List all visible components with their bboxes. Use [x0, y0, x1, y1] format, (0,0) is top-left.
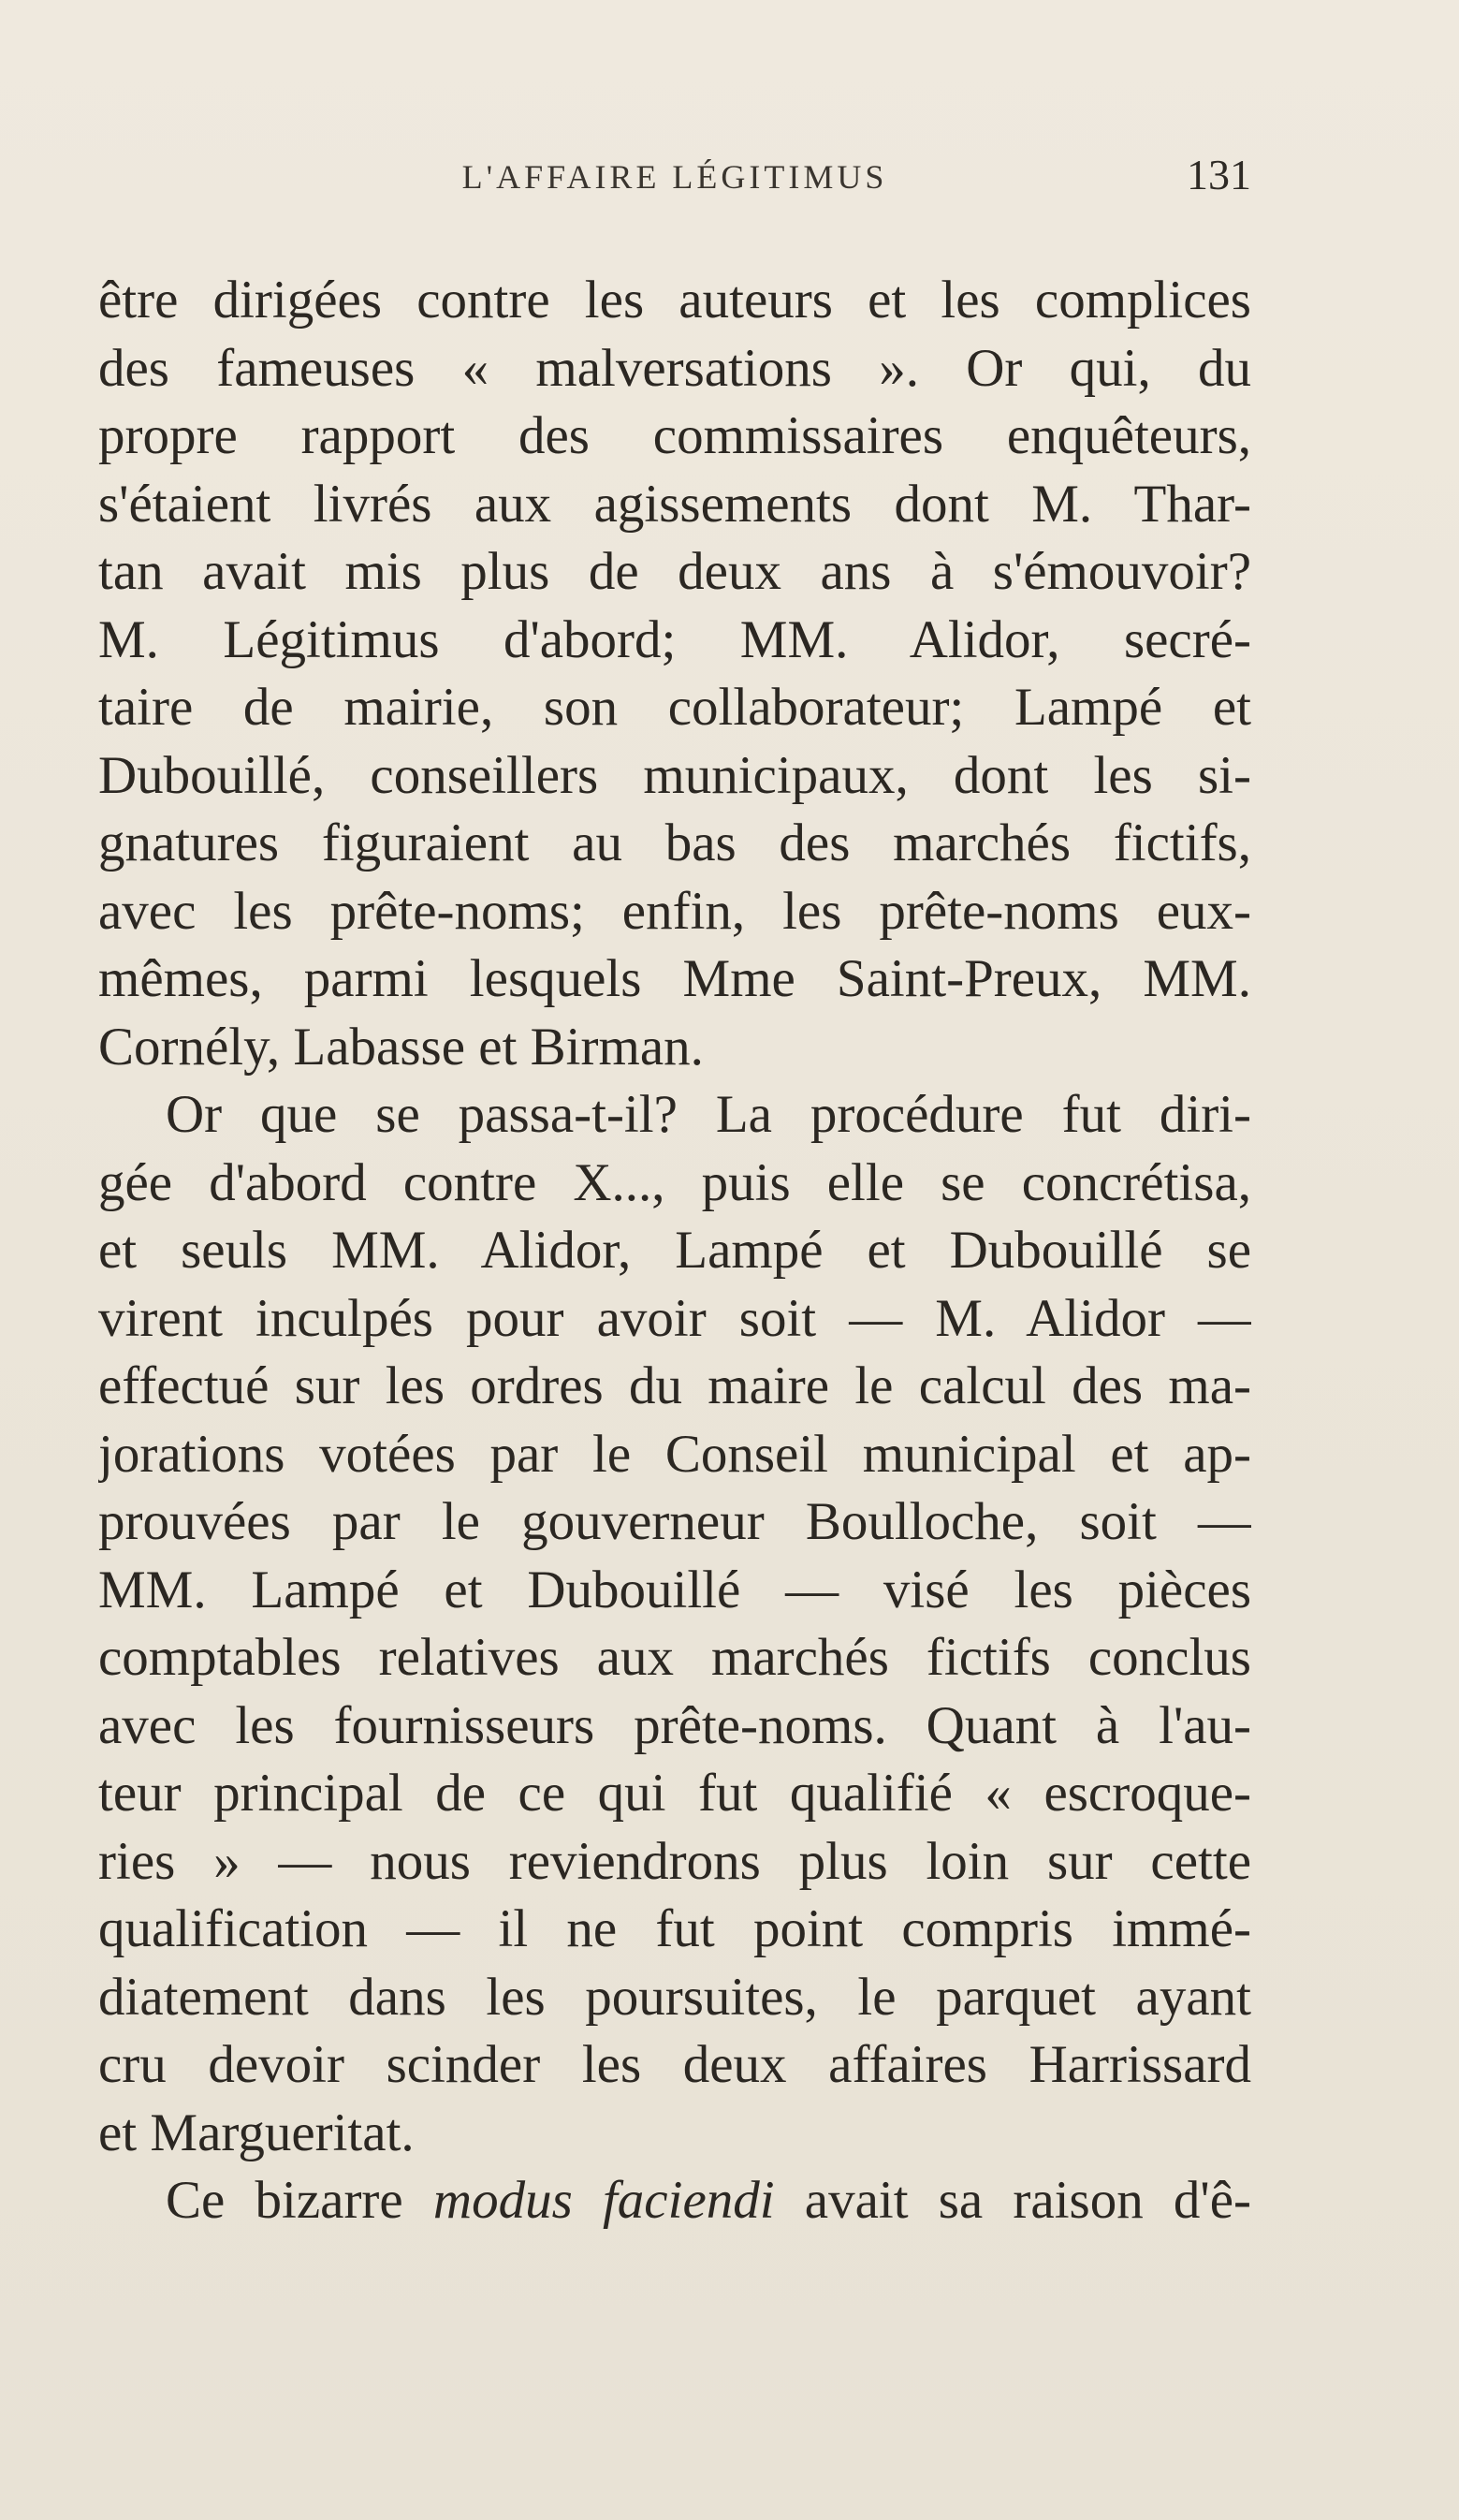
- text-line: ries » — nous reviendrons plus loin sur cette: [98, 1831, 1251, 1891]
- text-line: qualification — il ne fut point compris immé-: [98, 1899, 1251, 1958]
- text-line: tan avait mis plus de deux ans à s'émouvoir?: [98, 542, 1251, 601]
- body-text: [98, 267, 1251, 2235]
- running-header: [98, 150, 1251, 206]
- text-line: gée d'abord contre X..., puis elle se concrétisa,: [98, 1152, 1251, 1212]
- text-line: s'étaient livrés aux agissements dont M. Thar-: [98, 474, 1251, 534]
- text-line: mêmes, parmi lesquels Mme Saint-Preux, MM.: [98, 949, 1251, 1008]
- text-line: MM. Lampé et Dubouillé — visé les pièces: [98, 1560, 1251, 1619]
- text-line: être dirigées contre les auteurs et les complices: [98, 271, 1251, 330]
- text-line: taire de mairie, son collaborateur; Lampé et: [98, 678, 1251, 737]
- text-line: comptables relatives aux marchés fictifs conclus: [98, 1628, 1251, 1687]
- text-segment: Ce bizarre: [166, 2171, 433, 2230]
- text-line: M. Légitimus d'abord; MM. Alidor, secré-: [98, 609, 1251, 669]
- text-line: propre rapport des commissaires enquêteurs,: [98, 406, 1251, 465]
- text-line: cru devoir scinder les deux affaires Harrissard: [98, 2035, 1251, 2094]
- text-line: avec les fournisseurs prête-noms. Quant à l'au-: [98, 1695, 1251, 1755]
- text-line: prouvées par le gouverneur Boulloche, soit —: [98, 1492, 1251, 1551]
- italic-phrase: modus faciendi: [432, 2171, 775, 2230]
- text-line-paragraph-start: Or que se passa-t-il? La procédure fut diri-: [166, 1085, 1251, 1144]
- text-line-paragraph-end: et Margueritat.: [98, 2102, 415, 2162]
- text-line-paragraph-end: Cornély, Labasse et Birman.: [98, 1017, 704, 1077]
- text-line: virent inculpés pour avoir soit — M. Alidor —: [98, 1288, 1251, 1348]
- text-line: gnatures figuraient au bas des marchés fictifs,: [98, 813, 1251, 872]
- text-line: effectué sur les ordres du maire le calcul des ma-: [98, 1356, 1251, 1415]
- text-line-paragraph-start: [98, 2167, 1251, 2235]
- text-line: jorations votées par le Conseil municipal et ap-: [98, 1424, 1251, 1484]
- text-line: avec les prête-noms; enfin, les prête-noms eux-: [98, 881, 1251, 941]
- text-line: diatement dans les poursuites, le parquet ayant: [98, 1967, 1251, 2027]
- text-line: Dubouillé, conseillers municipaux, dont les si-: [98, 745, 1251, 805]
- running-title: L'AFFAIRE LÉGITIMUS: [461, 158, 888, 196]
- page-number: 131: [1187, 151, 1251, 198]
- text-segment: avait sa raison d'ê-: [774, 2171, 1251, 2230]
- text-line: teur principal de ce qui fut qualifié « escroque-: [98, 1764, 1251, 1823]
- text-line: des fameuses « malversations ». Or qui, du: [98, 338, 1251, 398]
- text-line: et seuls MM. Alidor, Lampé et Dubouillé se: [98, 1221, 1251, 1280]
